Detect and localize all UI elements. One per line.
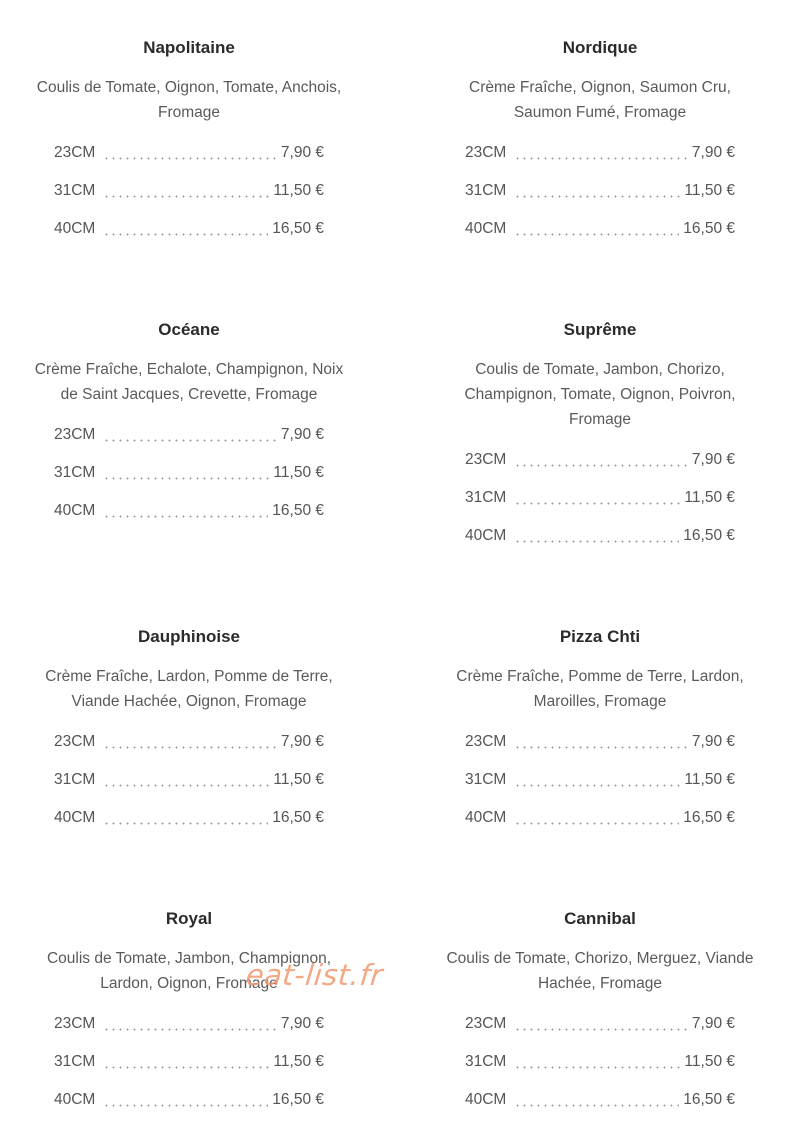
price-row	[34, 770, 344, 808]
pizza-card-pizza-chti	[445, 627, 755, 846]
pizza-ingredients: Coulis de Tomate, Oignon, Tomate, Anchois, Fromage	[36, 79, 342, 121]
price-value: 7,90 €	[691, 144, 735, 161]
price-value: 11,50 €	[273, 464, 324, 481]
pizza-name: Océane	[158, 320, 220, 339]
price-row	[445, 1052, 755, 1090]
price-value: 7,90 €	[280, 144, 324, 161]
price-value: 11,50 €	[273, 771, 324, 788]
pizza-name: Cannibal	[564, 909, 636, 928]
price-row	[34, 1052, 344, 1090]
pizza-card-dauphinoise	[34, 627, 344, 846]
size-label: 31CM	[54, 464, 96, 481]
price-row	[34, 463, 344, 501]
size-label: 31CM	[465, 771, 507, 788]
price-row	[445, 732, 755, 770]
size-label: 23CM	[465, 733, 507, 750]
dot-leader	[103, 1095, 268, 1107]
price-list	[445, 450, 755, 564]
dot-leader	[514, 186, 680, 198]
dot-leader	[514, 1057, 680, 1069]
pizza-card-oceane	[34, 320, 344, 539]
price-value: 16,50 €	[683, 527, 735, 544]
pizza-name: Napolitaine	[143, 38, 235, 57]
size-label: 40CM	[54, 220, 96, 237]
price-row	[34, 219, 344, 257]
dot-leader	[103, 148, 277, 160]
price-value: 11,50 €	[684, 1053, 735, 1070]
price-list	[445, 1014, 755, 1128]
dot-leader	[103, 737, 277, 749]
price-value: 7,90 €	[691, 1015, 735, 1032]
price-value: 11,50 €	[273, 182, 324, 199]
size-label: 31CM	[465, 489, 507, 506]
price-value: 7,90 €	[691, 733, 735, 750]
price-row	[445, 770, 755, 808]
size-label: 31CM	[54, 1053, 96, 1070]
dot-leader	[514, 493, 680, 505]
pizza-ingredients: Coulis de Tomate, Chorizo, Merguez, Viande Hachée, Fromage	[446, 950, 754, 992]
dot-leader	[514, 1095, 679, 1107]
size-label: 31CM	[465, 182, 507, 199]
size-label: 23CM	[465, 1015, 507, 1032]
size-label: 40CM	[54, 1091, 96, 1108]
pizza-name: Nordique	[562, 38, 638, 57]
pizza-card-supreme	[445, 320, 755, 564]
size-label: 23CM	[54, 733, 96, 750]
price-list	[445, 143, 755, 257]
price-value: 16,50 €	[683, 809, 735, 826]
size-label: 40CM	[54, 502, 96, 519]
size-label: 40CM	[465, 1091, 507, 1108]
pizza-card-royal	[34, 909, 344, 1128]
pizza-ingredients: Coulis de Tomate, Jambon, Champignon, Lardon, Oignon, Fromage	[46, 950, 332, 992]
dot-leader	[514, 148, 688, 160]
pizza-ingredients: Coulis de Tomate, Jambon, Chorizo, Champignon, Tomate, Oignon, Poivron, Fromage	[464, 361, 736, 428]
dot-leader	[103, 224, 268, 236]
price-value: 16,50 €	[272, 1091, 324, 1108]
dot-leader	[514, 224, 679, 236]
size-label: 40CM	[465, 220, 507, 237]
size-label: 23CM	[54, 144, 96, 161]
price-row	[445, 488, 755, 526]
price-row	[445, 219, 755, 257]
price-list	[34, 143, 344, 257]
dot-leader	[514, 1019, 688, 1031]
size-label: 31CM	[54, 182, 96, 199]
dot-leader	[514, 775, 680, 787]
price-list	[445, 732, 755, 846]
dot-leader	[103, 1019, 277, 1031]
pizza-ingredients: Crème Fraîche, Oignon, Saumon Cru, Saumon Fumé, Fromage	[469, 79, 731, 121]
dot-leader	[514, 737, 688, 749]
watermark: eat-list.fr	[244, 958, 385, 992]
price-row	[34, 732, 344, 770]
dot-leader	[514, 455, 688, 467]
dot-leader	[103, 468, 269, 480]
price-row	[34, 181, 344, 219]
pizza-card-cannibal	[445, 909, 755, 1128]
pizza-card-nordique	[445, 38, 755, 257]
price-list	[34, 732, 344, 846]
price-row	[445, 143, 755, 181]
price-row	[34, 1090, 344, 1128]
price-row	[445, 526, 755, 564]
pizza-name: Suprême	[563, 320, 637, 339]
pizza-ingredients: Crème Fraîche, Echalote, Champignon, Noix de Saint Jacques, Crevette, Fromage	[34, 361, 344, 403]
price-value: 16,50 €	[683, 220, 735, 237]
price-value: 16,50 €	[272, 502, 324, 519]
size-label: 23CM	[54, 426, 96, 443]
dot-leader	[103, 775, 269, 787]
pizza-ingredients: Crème Fraîche, Pomme de Terre, Lardon, Maroilles, Fromage	[456, 668, 744, 710]
dot-leader	[103, 813, 268, 825]
price-row	[34, 425, 344, 463]
size-label: 23CM	[465, 451, 507, 468]
price-value: 7,90 €	[280, 733, 324, 750]
dot-leader	[514, 813, 679, 825]
price-row	[34, 501, 344, 539]
price-value: 7,90 €	[691, 451, 735, 468]
price-list	[34, 1014, 344, 1128]
size-label: 40CM	[54, 809, 96, 826]
dot-leader	[103, 430, 277, 442]
pizza-card-napolitaine	[34, 38, 344, 257]
price-value: 11,50 €	[273, 1053, 324, 1070]
price-value: 16,50 €	[272, 220, 324, 237]
size-label: 40CM	[465, 809, 507, 826]
pizza-name: Royal	[165, 909, 213, 928]
price-value: 7,90 €	[280, 1015, 324, 1032]
size-label: 23CM	[465, 144, 507, 161]
price-value: 16,50 €	[272, 809, 324, 826]
dot-leader	[103, 1057, 269, 1069]
size-label: 40CM	[465, 527, 507, 544]
price-value: 11,50 €	[684, 489, 735, 506]
dot-leader	[103, 506, 268, 518]
dot-leader	[514, 531, 679, 543]
price-value: 11,50 €	[684, 771, 735, 788]
price-row	[445, 1090, 755, 1128]
price-row	[445, 450, 755, 488]
price-row	[34, 808, 344, 846]
price-row	[445, 808, 755, 846]
size-label: 31CM	[54, 771, 96, 788]
price-row	[34, 143, 344, 181]
size-label: 31CM	[465, 1053, 507, 1070]
price-value: 11,50 €	[684, 182, 735, 199]
price-row	[445, 1014, 755, 1052]
size-label: 23CM	[54, 1015, 96, 1032]
dot-leader	[103, 186, 269, 198]
pizza-name: Pizza Chti	[559, 627, 641, 646]
price-value: 16,50 €	[683, 1091, 735, 1108]
price-value: 7,90 €	[280, 426, 324, 443]
pizza-name: Dauphinoise	[137, 627, 240, 646]
price-row	[34, 1014, 344, 1052]
pizza-ingredients: Crème Fraîche, Lardon, Pomme de Terre, Viande Hachée, Oignon, Fromage	[45, 668, 333, 710]
price-list	[34, 425, 344, 539]
price-row	[445, 181, 755, 219]
